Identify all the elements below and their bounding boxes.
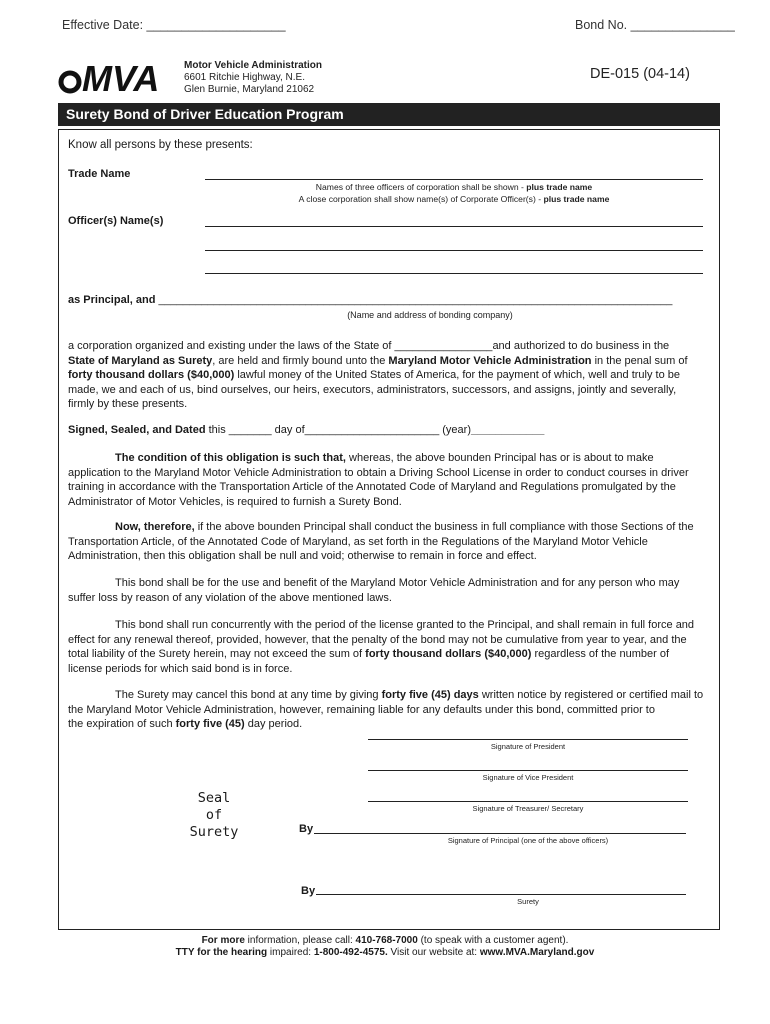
form-title: Surety Bond of Driver Education Program: [66, 106, 344, 122]
phone-number[interactable]: 410-768-7000: [355, 935, 418, 946]
officer-line-2[interactable]: [205, 250, 703, 251]
vice-president-signature-label: Signature of Vice President: [482, 773, 574, 782]
principal-blank[interactable]: ____________________________________________________________________________________: [158, 294, 673, 306]
title-banner: [58, 103, 720, 126]
benefit-paragraph: This bond shall be for the use and benefit of the Maryland Motor Vehicle Administration and for any person who may suffer loss by reason of any violation of the above mentioned laws.: [68, 577, 680, 604]
principal-by-label: By: [299, 823, 314, 835]
agency-city: Glen Burnie, Maryland 21062: [184, 84, 315, 95]
surety-signature-label: Surety: [517, 897, 539, 906]
intro-text: Know all persons by these presents:: [68, 139, 253, 151]
bond-number-field: Bond No. _______________: [575, 18, 735, 32]
footer-tty: TTY for the hearing impaired: 1-800-492-4575. Visit our website at: www.MVA.Maryland.gov: [175, 947, 595, 958]
cancel-paragraph: The Surety may cancel this bond at any time by giving forty five (45) days written notice by registered or certified mail to the Maryland Motor Vehicle Administration, however, remaining liable for any defaults under this bond, committed prior to the expiration of such forty five (45) day period.: [68, 689, 704, 730]
principal-signature-label: Signature of Principal (one of the above officers): [447, 836, 609, 845]
year-blank[interactable]: ____________: [471, 424, 545, 436]
trade-name-line[interactable]: [205, 179, 703, 180]
officer-line-1[interactable]: [205, 226, 703, 227]
logo-text: MVA: [82, 58, 160, 98]
principal-signature-line[interactable]: [314, 833, 686, 834]
treasurer-signature-line[interactable]: [368, 801, 688, 802]
effective-date-field: Effective Date: ____________________: [62, 18, 286, 32]
mva-logo: [58, 56, 180, 98]
treasurer-signature-label: Signature of Treasurer/ Secretary: [472, 804, 584, 813]
concurrent-paragraph: This bond shall run concurrently with the period of the license granted to the Principal, and shall remain in full force and effect for any renewal thereof, provided, however, that the penalty of the bond may not be cumulative from year to year, and the total liability of the Surety herein, may not exceed the sum of forty thousand dollars ($40,000) regardless of the number of license periods for which said bond is in force.: [68, 619, 695, 675]
footer-contact: For more information, please call: 410-768-7000 (to speak with a customer agent).: [201, 935, 569, 946]
agency-address: [184, 60, 322, 96]
principal-note: (Name and address of bonding company): [347, 310, 513, 320]
state-blank[interactable]: ________________: [394, 340, 493, 352]
surety-seal-area: Seal of Surety: [189, 790, 239, 840]
officers-note-2: A close corporation shall show name(s) of Corporate Officer(s) - plus trade name: [298, 194, 610, 204]
tty-number[interactable]: 1-800-492-4575.: [313, 947, 388, 958]
surety-signature-line[interactable]: [316, 894, 686, 895]
surety-by-label: By: [301, 885, 316, 897]
agency-street: 6601 Ritchie Highway, N.E.: [184, 72, 305, 83]
principal-line: as Principal, and ____________________________________________________________________________________: [68, 294, 673, 306]
trade-name-label: Trade Name: [68, 168, 131, 180]
corporation-paragraph: a corporation organized and existing under the laws of the State of ________________and authorized to do business in the State of Maryland as Surety, are held and firmly bound unto the Maryland Motor Vehicle Administration in the penal sum of forty thousand dollars ($40,000) lawful money of the United States of America, for the payment of which, well and truly to be made, we and each of us, bind ourselves, our heirs, executors, administrators, successors, and assigns, jointly and severally, firmly by these presents.: [68, 340, 688, 410]
website-link[interactable]: www.MVA.Maryland.gov: [479, 947, 595, 958]
condition-paragraph: The condition of this obligation is such that, whereas, the above bounden Principal has or is about to make application to the Maryland Motor Vehicle Administration to obtain a Driving School License in order to conduct courses in driver training in accordance with the Transportation Article of the Annotated Code of Maryland and Regulations promulgated by the Administrator of Motor Vehicles, is required to furnish a Surety Bond.: [68, 452, 689, 508]
officers-label: Officer(s) Name(s): [68, 215, 164, 227]
agency-name: Motor Vehicle Administration: [184, 60, 322, 71]
officers-note-1: Names of three officers of corporation shall be shown - plus trade name: [315, 182, 593, 192]
form-number: DE-015 (04-14): [590, 66, 690, 82]
president-signature-label: Signature of President: [490, 742, 566, 751]
therefore-paragraph: Now, therefore, if the above bounden Principal shall conduct the business in full compliance with those Sections of the Transportation Article, of the Annotated Code of Maryland, as set forth in the Regulations of the Maryland Motor Vehicle Administration, then this obligation shall be null and void; otherwise to remain in force and effect.: [68, 521, 694, 562]
vice-president-signature-line[interactable]: [368, 770, 688, 771]
officer-line-3[interactable]: [205, 273, 703, 274]
signed-dated-line: Signed, Sealed, and Dated this _______ day of______________________ (year)____________: [68, 424, 545, 436]
president-signature-line[interactable]: [368, 739, 688, 740]
